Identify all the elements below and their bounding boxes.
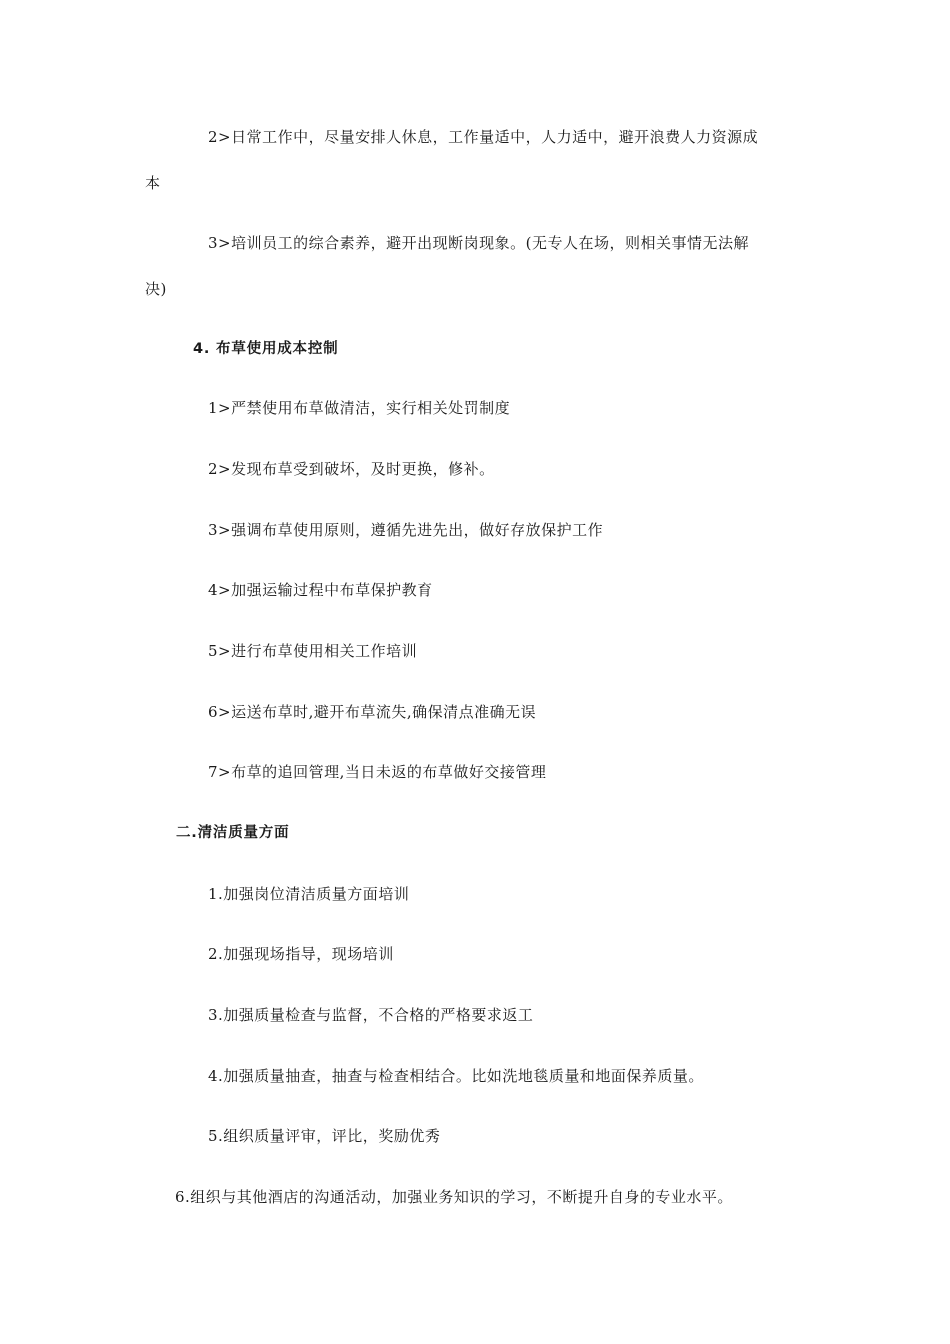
- list-item-quality-6: 6.组织与其他酒店的沟通活动，加强业务知识的学习，不断提升自身的专业水平。: [175, 1188, 733, 1206]
- paragraph-daily-work: 2>日常工作中，尽量安排人休息，工作量适中，人力适中，避开浪费人力资源成: [208, 128, 759, 146]
- list-item-linen-3: 3>强调布草使用原则，遵循先进先出，做好存放保护工作: [208, 521, 604, 539]
- paragraph-staff-training-continued: 决): [145, 280, 167, 298]
- list-item-linen-2: 2>发现布草受到破坏，及时更换，修补。: [208, 460, 495, 478]
- list-item-quality-3: 3.加强质量检查与监督，不合格的严格要求返工: [208, 1006, 534, 1024]
- section-heading-cleaning-quality: 二.清洁质量方面: [176, 825, 290, 841]
- list-item-linen-4: 4>加强运输过程中布草保护教育: [208, 581, 433, 599]
- list-item-linen-5: 5>进行布草使用相关工作培训: [208, 642, 418, 660]
- paragraph-daily-work-continued: 本: [145, 174, 161, 192]
- list-item-linen-1: 1>严禁使用布草做清洁，实行相关处罚制度: [208, 399, 511, 417]
- section-heading-linen-cost: 4. 布草使用成本控制: [193, 341, 339, 357]
- list-item-quality-2: 2.加强现场指导，现场培训: [208, 945, 394, 963]
- list-item-linen-6: 6>运送布草时,避开布草流失,确保清点准确无误: [208, 703, 537, 721]
- paragraph-staff-training: 3>培训员工的综合素养，避开出现断岗现象。(无专人在场，则相关事情无法解: [208, 234, 749, 252]
- list-item-quality-4: 4.加强质量抽查，抽查与检查相结合。比如洗地毯质量和地面保养质量。: [208, 1067, 704, 1085]
- list-item-quality-5: 5.组织质量评审，评比，奖励优秀: [208, 1127, 441, 1145]
- list-item-quality-1: 1.加强岗位清洁质量方面培训: [208, 885, 410, 903]
- list-item-linen-7: 7>布草的追回管理,当日未返的布草做好交接管理: [208, 763, 547, 781]
